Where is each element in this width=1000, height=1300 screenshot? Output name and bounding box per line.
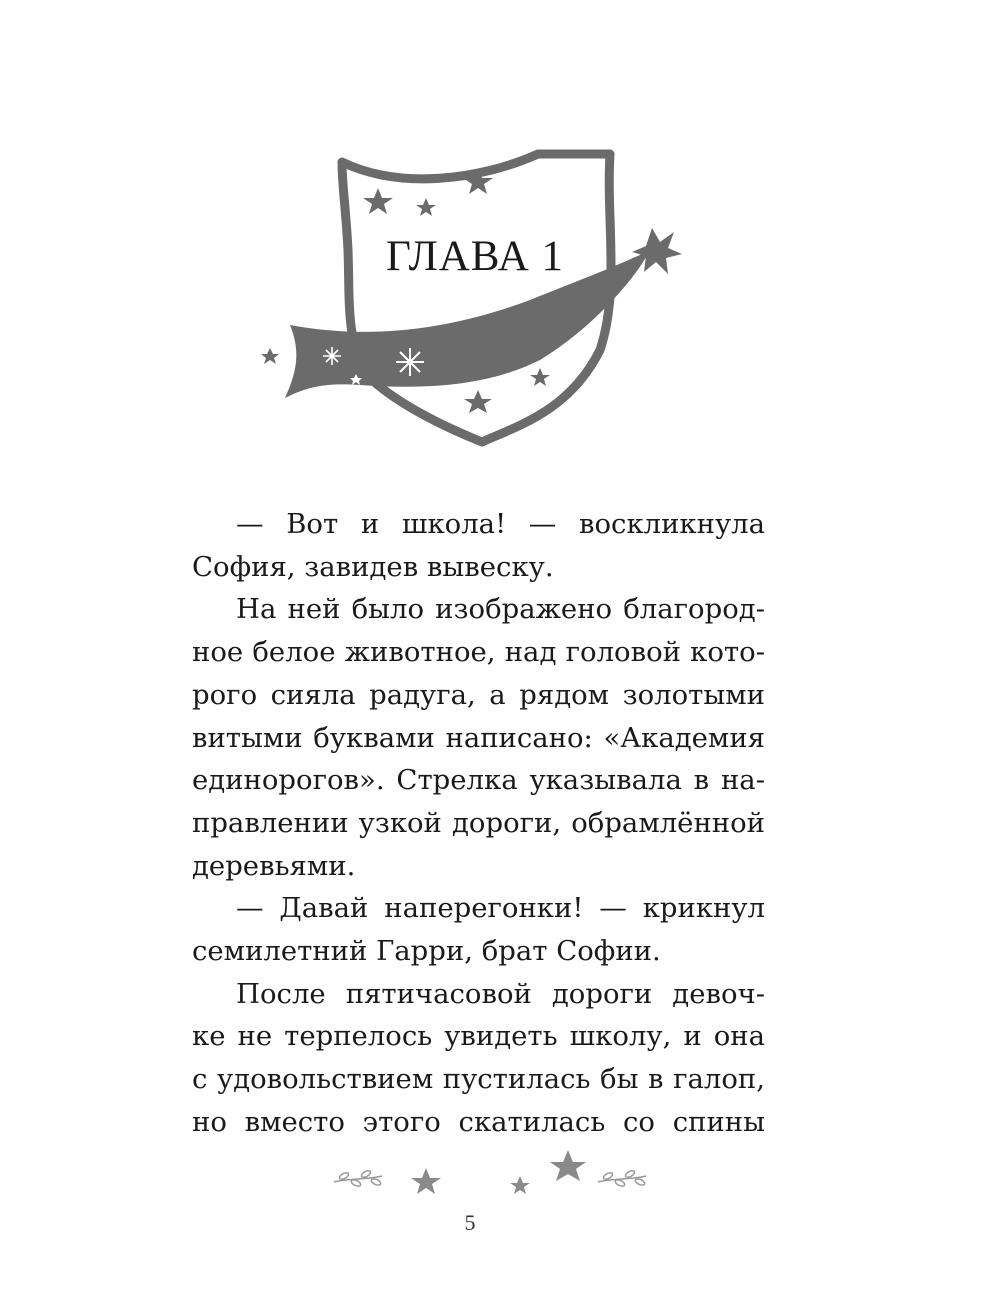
text-line: — Давай наперегонки! — крикнул <box>236 892 765 925</box>
star-icon <box>510 1176 530 1194</box>
body-text <box>192 503 765 1144</box>
star-icon <box>550 1150 586 1181</box>
page-ornament <box>330 1140 650 1200</box>
star-icon <box>411 1168 441 1194</box>
text-line: витыми буквами написано: «Академия <box>192 721 765 754</box>
text-line: правлении узкой дороги, обрамлённой <box>192 806 765 839</box>
star-icon <box>464 390 492 413</box>
text-line: На ней было изображено благород- <box>236 593 765 626</box>
page-number: 5 <box>464 1210 476 1235</box>
star-icon <box>416 198 436 216</box>
leaf-branch-icon <box>598 1169 646 1187</box>
text-line: с удовольствием пустилась бы в галоп, <box>192 1063 765 1096</box>
text-line: единорогов». Стрелка указывала в на- <box>192 764 765 797</box>
text-line: но вместо этого скатилась со спины <box>192 1105 765 1138</box>
text-line: семилетний Гарри, брат Софии. <box>192 935 661 968</box>
text-line: София, завидев вывеску. <box>192 550 554 583</box>
text-line: После пятичасовой дороги девоч- <box>236 977 765 1010</box>
chapter-title: ГЛАВА 1 <box>385 233 565 280</box>
star-icon <box>530 368 550 386</box>
star-icon <box>363 188 393 214</box>
sparkle-icon <box>396 348 424 376</box>
text-line: рого сияла радуга, а рядом золотыми <box>192 678 765 711</box>
text-line: — Вот и школа! — воскликнула <box>236 508 765 540</box>
text-line: ке не терпелось увидеть школу, и она <box>192 1020 765 1053</box>
chapter-emblem <box>250 140 690 460</box>
text-line: деревьями. <box>192 849 356 882</box>
star-icon <box>261 348 279 364</box>
text-line: ное белое животное, над головой кото- <box>192 636 765 669</box>
leaf-branch-icon <box>334 1169 382 1187</box>
